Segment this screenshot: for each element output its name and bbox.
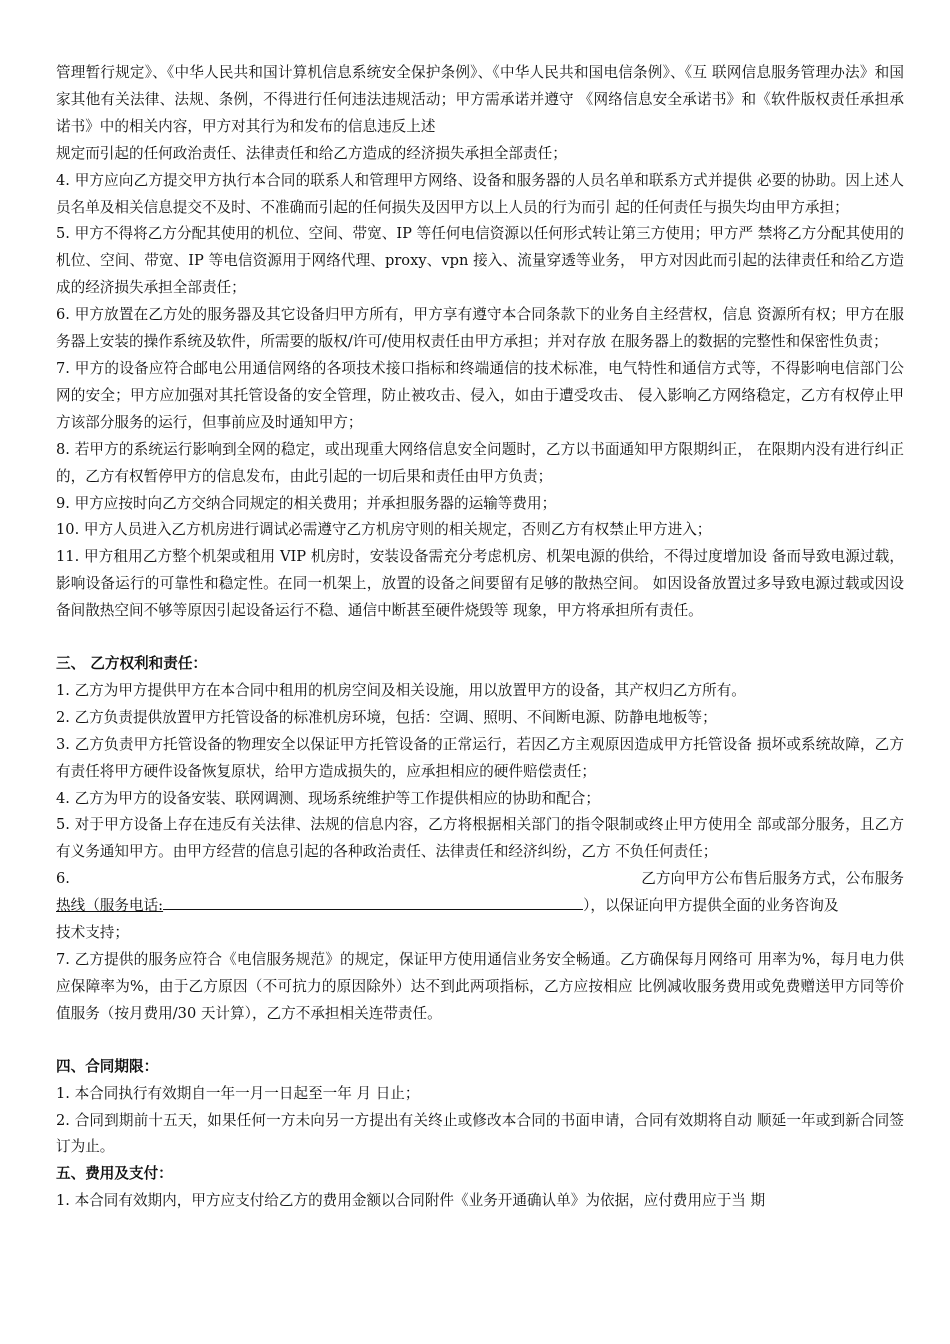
clause-5-1: 1. 本合同有效期内，甲方应支付给乙方的费用金额以合同附件《业务开通确认单》为依据，应付费用应于当 期 [56, 1192, 766, 1210]
clause-2-10: 10. 甲方人员进入乙方机房进行调试必需遵守乙方机房守则的相关规定，否则乙方有权禁止甲方进入； [56, 521, 712, 539]
clause-3-1: 1. 乙方为甲方提供甲方在本合同中租用的机房空间及相关设施，用以放置甲方的设备，其产权归乙方所有。 [56, 681, 746, 699]
clause-2-4: 4. 甲方应向乙方提交甲方执行本合同的联系人和管理甲方网络、设备和服务器的人员名单和联系方式并提供 必要的协助。因上述人员名单及相关信息提交不及时、不准确而引起的任何损失及因甲方以上人员的行为而引 起的任何责任与损失均由甲方承担； [56, 171, 904, 216]
clause-4-1: 1. 本合同执行有效期自一年一月一日起至一年 月 日止； [56, 1084, 420, 1102]
section-4-heading: 四、合同期限： [56, 1057, 159, 1075]
clause-3-6-line1 [56, 866, 904, 893]
clause-2-5: 5. 甲方不得将乙方分配其使用的机位、空间、带宽、IP 等任何电信资源以任何形式转让第三方使用；甲方严 禁将乙方分配其使用的机位、空间、带宽、IP 等电信资源用于网络代理、proxy、vpn 接入、流量穿透等业务， 甲方对因此而引起的法律责任和给乙方造成的经济损失承担全部责任； [56, 225, 904, 297]
clause-3-6-text: 乙方向甲方公布售后服务方式，公布服务 [641, 870, 904, 888]
spacer [56, 625, 904, 651]
clause-2-11: 11. 甲方租用乙方整个机架或租用 VIP 机房时，安装设备需充分考虑机房、机架电源的供给，不得过度增加设 备而导致电源过载，影响设备运行的可靠性和稳定性。在同一机架上，放置的设备之间要留有足够的散热空间。 如因设备放置过多导致电源过载或因设备间散热空间不够等原因引起设备运行不稳、通信中断甚至硬件烧毁等 现象，甲方将承担所有责任。 [56, 548, 904, 620]
clause-3-2: 2. 乙方负责提供放置甲方托管设备的标准机房环境，包括：空调、照明、不间断电源、防静电地板等； [56, 708, 717, 726]
section-3-heading: 三、 乙方权利和责任： [56, 655, 208, 673]
clause-4-2: 2. 合同到期前十五天，如果任何一方未向另一方提出有关终止或修改本合同的书面申请，合同有效期将自动 顺延一年或到新合同签订为止。 [56, 1111, 904, 1156]
paragraph: 规定而引起的任何政治责任、法律责任和给乙方造成的经济损失承担全部责任； [56, 144, 567, 162]
contract-page [56, 60, 904, 1215]
paragraph: 管理暂行规定》、《中华人民共和国计算机信息系统安全保护条例》、《中华人民共和国电信条例》、《互 联网信息服务管理办法》和国家其他有关法律、法规、条例，不得进行任何违法违规活动；甲方需承诺并遵守 《网络信息安全承诺书》和《软件版权责任承担承诺书》中的相关内容，甲方对其行为和发布的信息违反上述 [56, 64, 904, 135]
clause-2-7: 7. 甲方的设备应符合邮电公用通信网络的各项技术接口指标和终端通信的技术标准，电气特性和通信方式等，不得影响电信部门公网的安全；甲方应加强对其托管设备的安全管理，防止被攻击、侵入，如由于遭受攻击、 侵入影响乙方网络稳定，乙方有权停止甲方该部分服务的运行，但事前应及时通知甲方； [56, 359, 904, 431]
clause-3-4: 4. 乙方为甲方的设备安装、联网调测、现场系统维护等工作提供相应的协助和配合； [56, 789, 600, 807]
clause-3-6-number: 6. [56, 870, 70, 888]
clause-3-6-line3: 技术支持； [56, 924, 129, 942]
hotline-label: 热线（服务电话: [56, 897, 164, 915]
hotline-blank [163, 893, 583, 910]
clause-2-8: 8. 若甲方的系统运行影响到全网的稳定，或出现重大网络信息安全问题时，乙方以书面通知甲方限期纠正， 在限期内没有进行纠正的，乙方有权暂停甲方的信息发布，由此引起的一切后果和责任由甲方负责； [56, 440, 904, 485]
hotline-close: ），以保证向甲方提供全面的业务咨询及 [583, 897, 839, 915]
spacer [56, 1028, 904, 1054]
clause-3-3: 3. 乙方负责甲方托管设备的物理安全以保证甲方托管设备的正常运行，若因乙方主观原因造成甲方托管设备 损坏或系统故障，乙方有责任将甲方硬件设备恢复原状，给甲方造成损失的，应承担相应的硬件赔偿责任； [56, 735, 904, 780]
clause-3-5: 5. 对于甲方设备上存在违反有关法律、法规的信息内容，乙方将根据相关部门的指令限制或终止甲方使用全 部或部分服务，且乙方有义务通知甲方。由甲方经营的信息引起的各种政治责任、法律责任和经济纠纷，乙方 不负任何责任； [56, 816, 904, 861]
section-5-heading: 五、费用及支付： [56, 1165, 173, 1183]
clause-2-6: 6. 甲方放置在乙方处的服务器及其它设备归甲方所有，甲方享有遵守本合同条款下的业务自主经营权，信息 资源所有权；甲方在服务器上安装的操作系统及软件，所需要的版权/许可/使用权责任由甲方承担；并对存放 在服务器上的数据的完整性和保密性负责； [56, 306, 904, 351]
clause-3-6-line2 [56, 893, 904, 920]
clause-3-7: 7. 乙方提供的服务应符合《电信服务规范》的规定，保证甲方使用通信业务安全畅通。乙方确保每月网络可 用率为%，每月电力供应保障率为%，由于乙方原因（不可抗力的原因除外）达不到此两项指标，乙方应按相应 比例减收服务费用或免费赠送甲方同等价值服务（按月费用/30 天计算），乙方不承担相关连带责任。 [56, 951, 904, 1022]
clause-2-9: 9. 甲方应按时向乙方交纳合同规定的相关费用；并承担服务器的运输等费用； [56, 494, 557, 512]
